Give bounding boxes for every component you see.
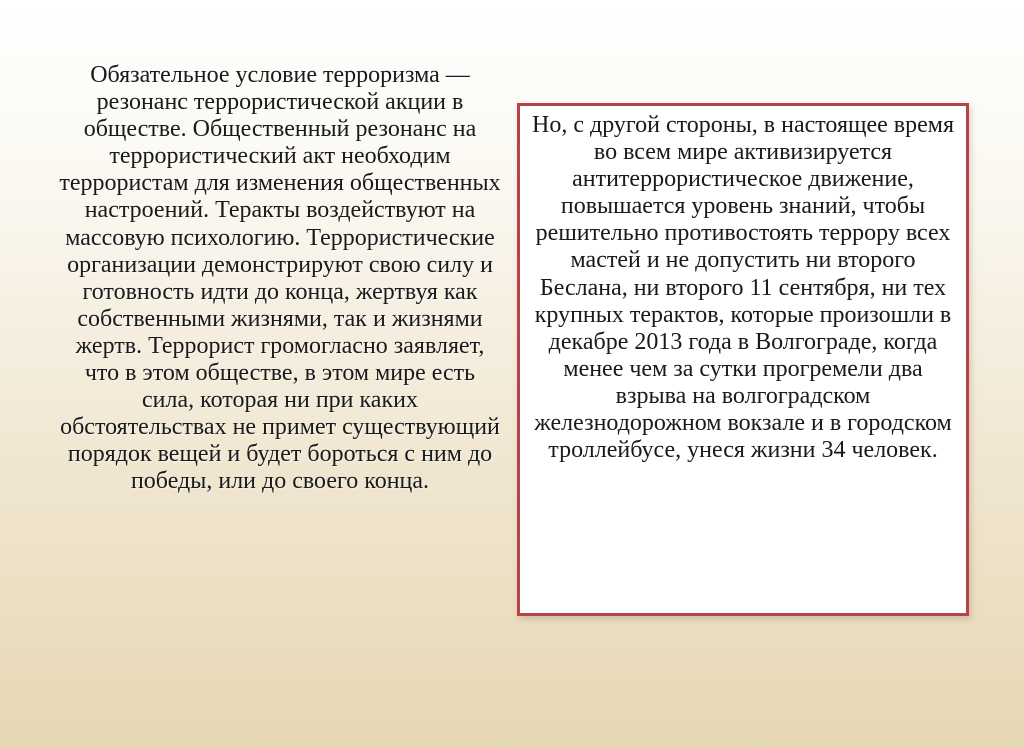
right-text-box [517,103,969,616]
right-text-block: Но, с другой стороны, в настоящее время во всем мире активизируется антитеррористическое движение, повышается уровень знаний, чтобы решительно противостоять террору всех мастей и не допустить ни второго Беслана, ни второго 11 сентября, ни тех крупных терактов, которые произошли в декабре 2013 года в Волгограде, когда менее чем за сутки прогремели два взрыва на волгоградском железнодорожном вокзале и в городском троллейбусе, унеся жизни 34 человек. [532,112,954,464]
left-text-block: Обязательное условие терроризма — резонанс террористической акции в обществе. Общественный резонанс на террористический акт необходим террористам для изменения общественных настроений. Теракты воздействуют на массовую психологию. Террористические организации демонстрируют свою силу и готовность идти до конца, жертвуя как собственными жизнями, так и жизнями жертв. Террорист громогласно заявляет, что в этом обществе, в этом мире есть сила, которая ни при каких обстоятельствах не примет существующий порядок вещей и будет бороться с ним до победы, или до своего конца. [59,62,501,495]
